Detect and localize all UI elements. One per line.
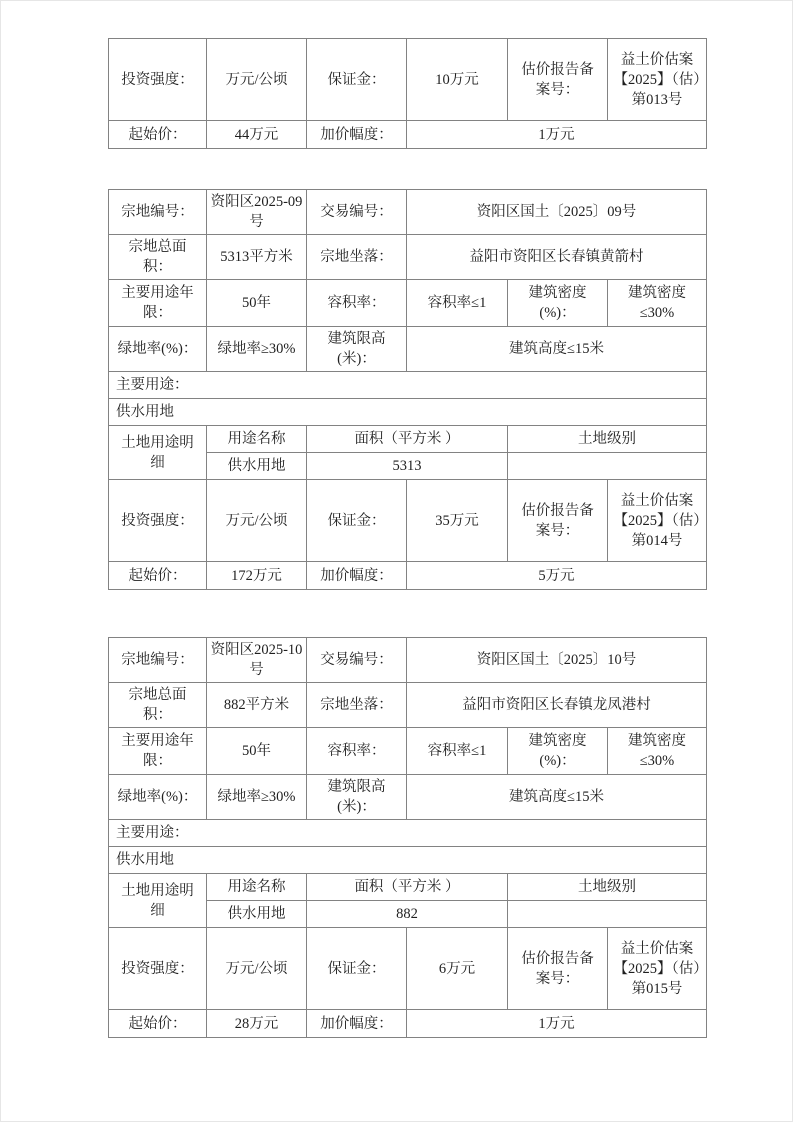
deposit-label: 保证金： <box>307 480 407 562</box>
area-header: 面积（平方米 ） <box>307 874 508 901</box>
height-limit-value: 建筑高度≤15米 <box>407 775 707 820</box>
table-row <box>109 235 707 280</box>
table-row <box>109 480 707 562</box>
appraisal-record-label: 估价报告备案号： <box>508 928 608 1010</box>
use-term-label: 主要用途年限： <box>109 728 207 775</box>
transaction-number-value: 资阳区国土〔2025〕09号 <box>407 190 707 235</box>
table-row <box>109 638 707 683</box>
table-row <box>109 820 707 847</box>
area-header: 面积（平方米 ） <box>307 426 508 453</box>
total-area-value: 882平方米 <box>207 683 307 728</box>
land-listing-table-parcel-09 <box>108 189 707 590</box>
location-value: 益阳市资阳区长春镇龙凤港村 <box>407 683 707 728</box>
main-use-value: 供水用地 <box>109 847 707 874</box>
investment-intensity-value: 万元/公顷 <box>207 39 307 121</box>
increment-value: 1万元 <box>407 121 707 149</box>
location-label: 宗地坐落： <box>307 235 407 280</box>
starting-price-label: 起始价： <box>109 121 207 149</box>
land-grade-header: 土地级别 <box>508 426 707 453</box>
total-area-label: 宗地总面积： <box>109 683 207 728</box>
use-name-header: 用途名称 <box>207 874 307 901</box>
use-term-label: 主要用途年限： <box>109 280 207 327</box>
parcel-number-value: 资阳区2025-09号 <box>207 190 307 235</box>
use-name-value: 供水用地 <box>207 901 307 928</box>
table-row <box>109 683 707 728</box>
deposit-value: 35万元 <box>407 480 508 562</box>
table-row <box>109 928 707 1010</box>
plot-ratio-label: 容积率： <box>307 280 407 327</box>
table-row <box>109 121 707 149</box>
location-value: 益阳市资阳区长春镇黄箭村 <box>407 235 707 280</box>
greening-rate-label: 绿地率(%)： <box>109 775 207 820</box>
main-use-value: 供水用地 <box>109 399 707 426</box>
transaction-number-label: 交易编号： <box>307 638 407 683</box>
greening-rate-value: 绿地率≥30% <box>207 775 307 820</box>
greening-rate-value: 绿地率≥30% <box>207 327 307 372</box>
table-row <box>109 399 707 426</box>
investment-intensity-label: 投资强度： <box>109 39 207 121</box>
area-value: 5313 <box>307 453 508 480</box>
use-name-header: 用途名称 <box>207 426 307 453</box>
use-term-value: 50年 <box>207 280 307 327</box>
investment-intensity-label: 投资强度： <box>109 928 207 1010</box>
land-listing-table-partial <box>108 38 707 149</box>
main-use-label: 主要用途： <box>109 820 707 847</box>
transaction-number-value: 资阳区国土〔2025〕10号 <box>407 638 707 683</box>
table-row <box>109 39 707 121</box>
starting-price-value: 44万元 <box>207 121 307 149</box>
use-name-value: 供水用地 <box>207 453 307 480</box>
increment-value: 5万元 <box>407 562 707 590</box>
investment-intensity-label: 投资强度： <box>109 480 207 562</box>
increment-label: 加价幅度： <box>307 562 407 590</box>
starting-price-label: 起始价： <box>109 1010 207 1038</box>
table-row <box>109 775 707 820</box>
height-limit-value: 建筑高度≤15米 <box>407 327 707 372</box>
parcel-number-label: 宗地编号： <box>109 190 207 235</box>
transaction-number-label: 交易编号： <box>307 190 407 235</box>
land-grade-header: 土地级别 <box>508 874 707 901</box>
greening-rate-label: 绿地率(%)： <box>109 327 207 372</box>
building-density-value: 建筑密度≤30% <box>608 728 707 775</box>
total-area-value: 5313平方米 <box>207 235 307 280</box>
deposit-value: 10万元 <box>407 39 508 121</box>
plot-ratio-label: 容积率： <box>307 728 407 775</box>
appraisal-record-value: 益土价估案【2025】（估）第013号 <box>608 39 707 121</box>
table-row <box>109 327 707 372</box>
total-area-label: 宗地总面积： <box>109 235 207 280</box>
appraisal-record-label: 估价报告备案号： <box>508 480 608 562</box>
increment-label: 加价幅度： <box>307 121 407 149</box>
area-value: 882 <box>307 901 508 928</box>
building-density-value: 建筑密度≤30% <box>608 280 707 327</box>
starting-price-label: 起始价： <box>109 562 207 590</box>
increment-label: 加价幅度： <box>307 1010 407 1038</box>
deposit-value: 6万元 <box>407 928 508 1010</box>
increment-value: 1万元 <box>407 1010 707 1038</box>
land-listing-table-parcel-10 <box>108 637 707 1038</box>
land-use-detail-label: 土地用途明细 <box>109 874 207 928</box>
plot-ratio-value: 容积率≤1 <box>407 728 508 775</box>
table-row <box>109 280 707 327</box>
table-row <box>109 426 707 453</box>
table-row <box>109 562 707 590</box>
investment-intensity-value: 万元/公顷 <box>207 928 307 1010</box>
height-limit-label: 建筑限高(米)： <box>307 775 407 820</box>
investment-intensity-value: 万元/公顷 <box>207 480 307 562</box>
appraisal-record-label: 估价报告备案号： <box>508 39 608 121</box>
deposit-label: 保证金： <box>307 928 407 1010</box>
building-density-label: 建筑密度(%)： <box>508 280 608 327</box>
land-use-detail-label: 土地用途明细 <box>109 426 207 480</box>
building-density-label: 建筑密度(%)： <box>508 728 608 775</box>
table-row <box>109 190 707 235</box>
table-row <box>109 728 707 775</box>
land-grade-value <box>508 453 707 480</box>
table-row <box>109 847 707 874</box>
appraisal-record-value: 益土价估案【2025】（估）第015号 <box>608 928 707 1010</box>
starting-price-value: 28万元 <box>207 1010 307 1038</box>
parcel-number-label: 宗地编号： <box>109 638 207 683</box>
table-row <box>109 874 707 901</box>
height-limit-label: 建筑限高(米)： <box>307 327 407 372</box>
main-use-label: 主要用途： <box>109 372 707 399</box>
table-row <box>109 1010 707 1038</box>
deposit-label: 保证金： <box>307 39 407 121</box>
land-grade-value <box>508 901 707 928</box>
use-term-value: 50年 <box>207 728 307 775</box>
appraisal-record-value: 益土价估案【2025】（估）第014号 <box>608 480 707 562</box>
plot-ratio-value: 容积率≤1 <box>407 280 508 327</box>
location-label: 宗地坐落： <box>307 683 407 728</box>
table-row <box>109 372 707 399</box>
starting-price-value: 172万元 <box>207 562 307 590</box>
parcel-number-value: 资阳区2025-10号 <box>207 638 307 683</box>
